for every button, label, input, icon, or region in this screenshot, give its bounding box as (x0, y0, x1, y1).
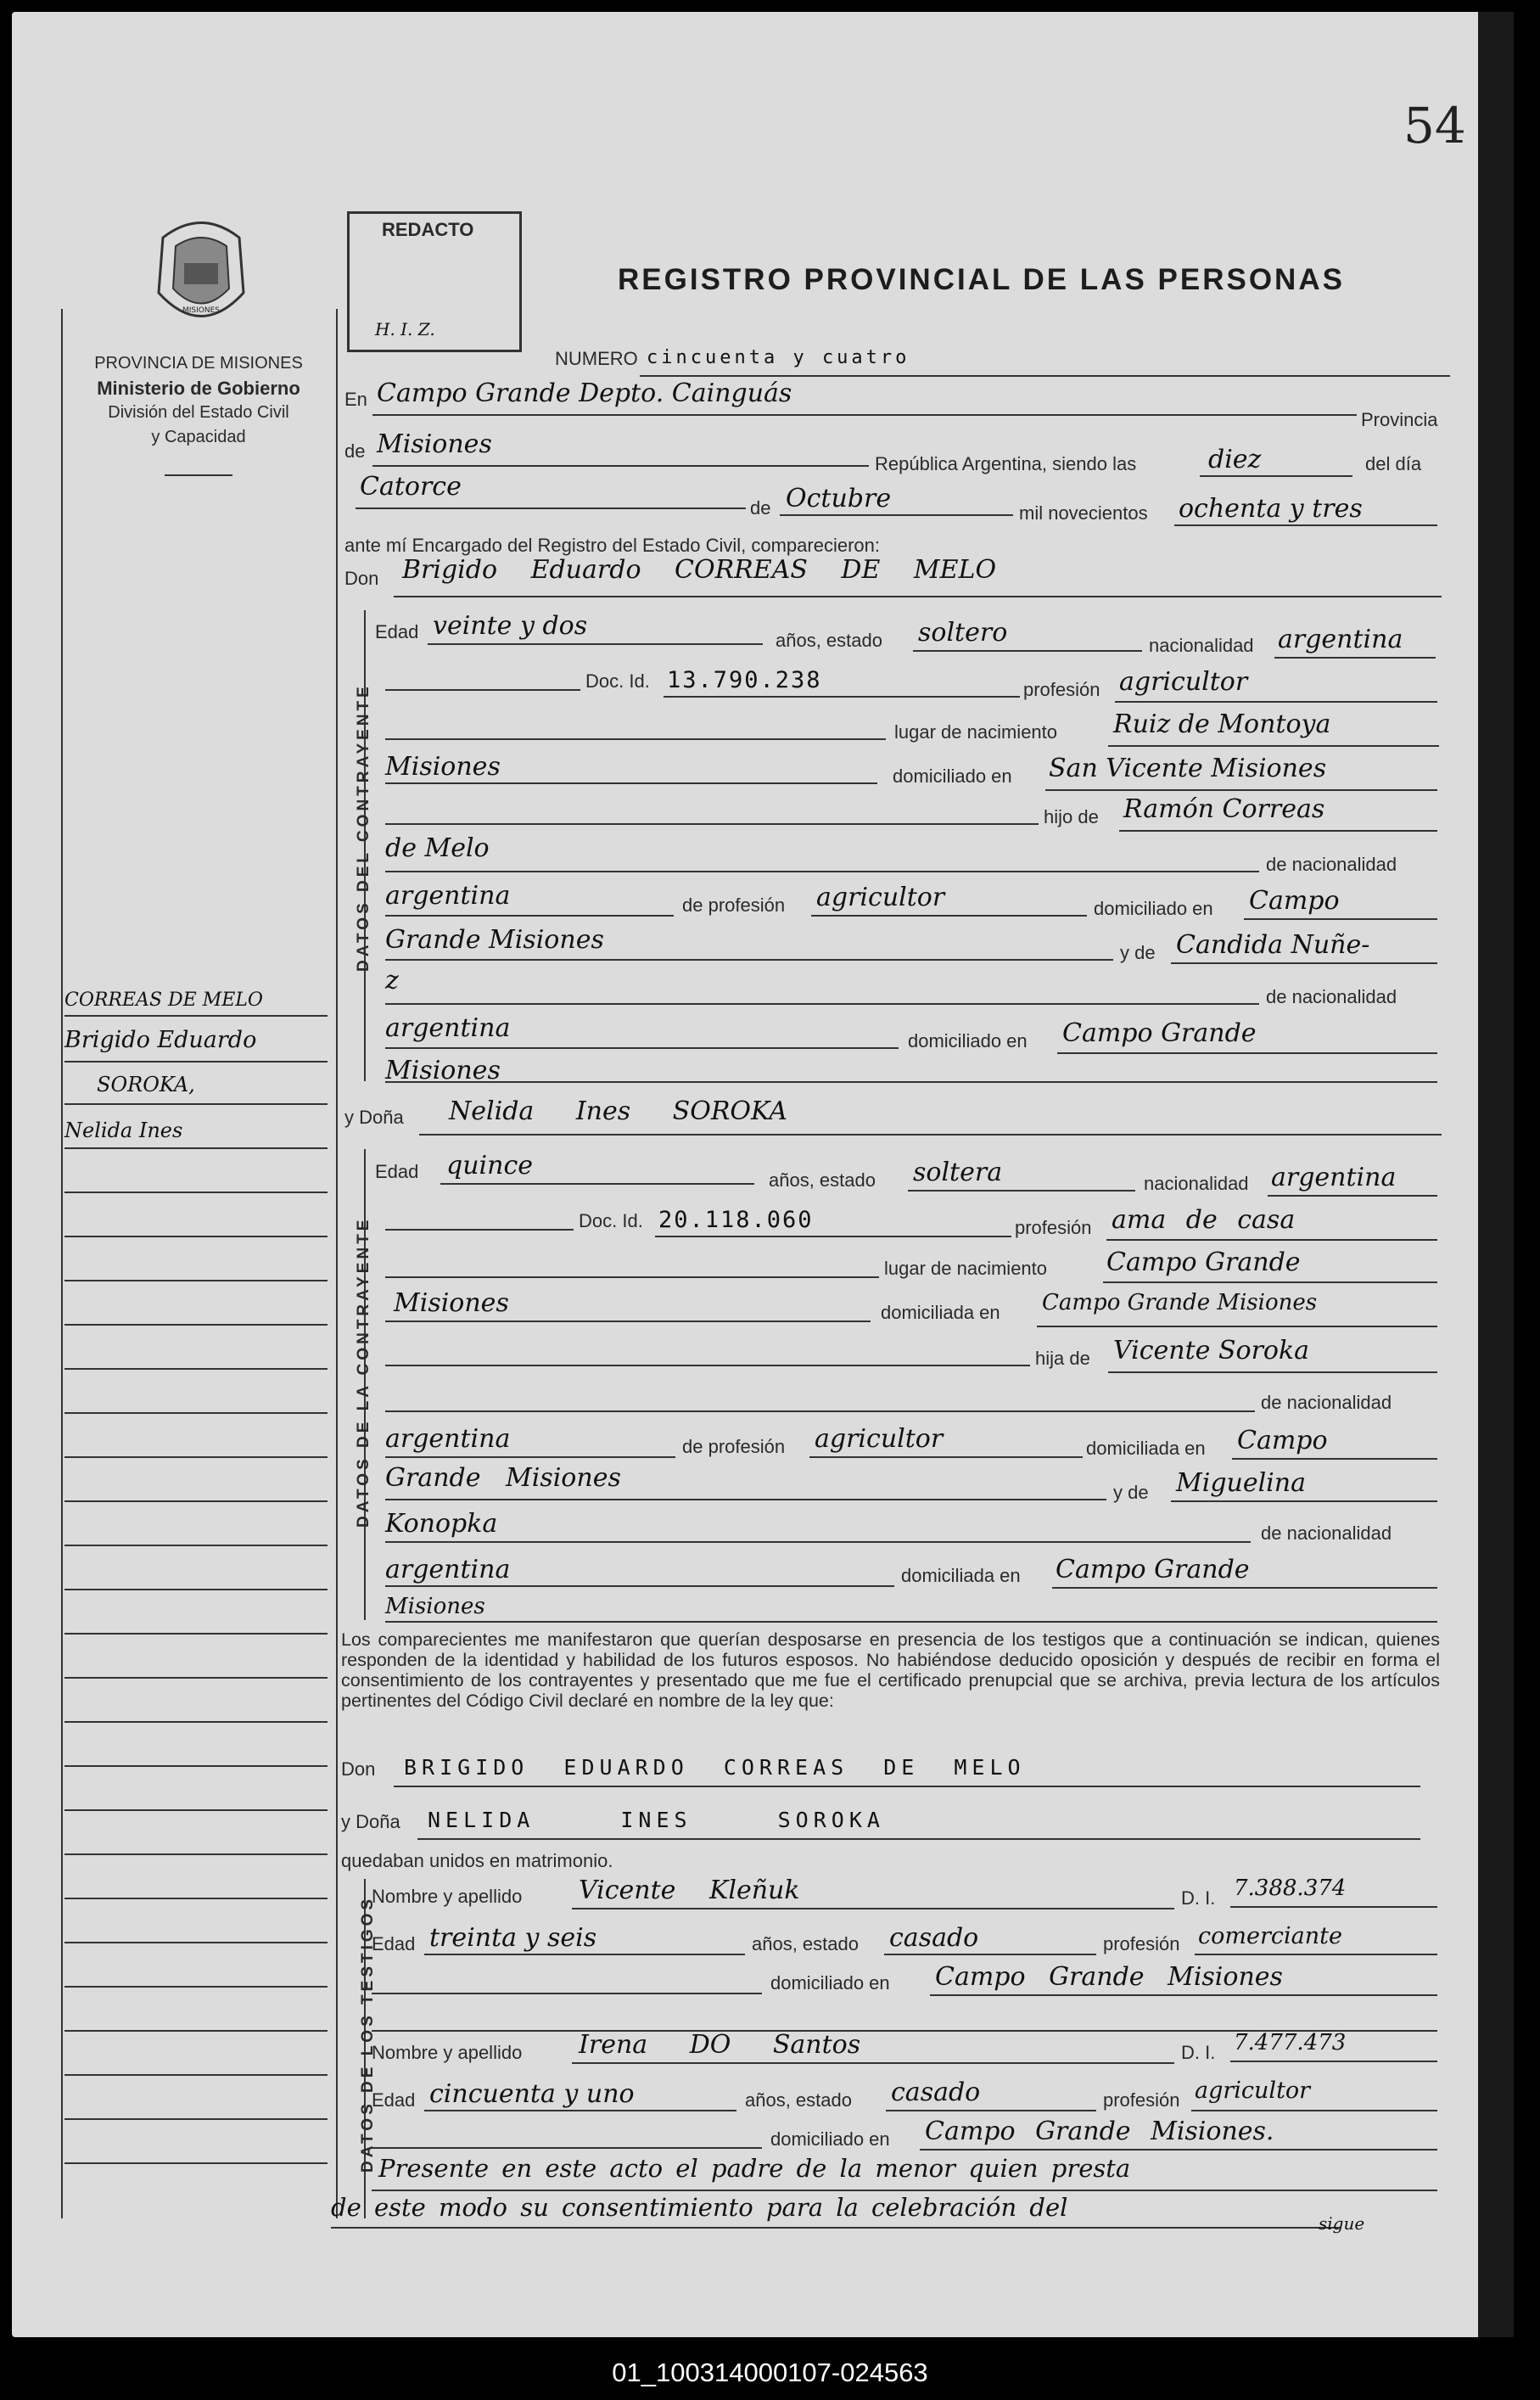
e-padre-prof-value: agricultor (815, 1424, 944, 1454)
margin-separator-line (336, 309, 338, 2218)
c-padre-value-2: de Melo (385, 833, 490, 863)
margin-ruled-line (64, 1633, 328, 1635)
margin-name-4: Nelida Ines (64, 1119, 183, 1142)
margin-ruled-line (64, 1236, 328, 1237)
page-number: 54 (1403, 97, 1466, 154)
e-profesion-value: ama de casa (1112, 1205, 1296, 1235)
ministry-line4: y Capacidad (151, 428, 246, 446)
c-profesion-label: profesión (1023, 679, 1100, 700)
e-domicilio-label: domiciliada en (881, 1302, 1000, 1323)
province-seal-icon (146, 212, 256, 339)
seal-text: MISIONES (182, 306, 221, 315)
redacto-label: REDACTO (382, 219, 474, 240)
t2-domicilio-label: domiciliado en (770, 2128, 890, 2150)
e-padre-nac-value: argentina (385, 1424, 511, 1454)
c-de-nac-label: de nacionalidad (1266, 854, 1397, 875)
contrayenta-nombre: Nelida Ines SOROKA (449, 1096, 787, 1126)
c-padre-prof-value: agricultor (816, 883, 945, 912)
e-nacionalidad-value: argentina (1271, 1163, 1397, 1192)
t2-domicilio-value: Campo Grande Misiones. (925, 2117, 1274, 2146)
c-y-de-label: y de (1120, 942, 1156, 963)
mes-value: Octubre (786, 484, 892, 513)
margin-ruled-line (64, 1500, 328, 1502)
e-de-nac-label: de nacionalidad (1261, 1392, 1392, 1413)
dia-value: Catorce (360, 472, 462, 502)
t1-profesion-value: comerciante (1198, 1923, 1342, 1949)
e-madre-nac-value: argentina (385, 1555, 511, 1584)
redacto-initials: H. I. Z. (375, 319, 435, 339)
c-lugar-nac-value: Ruiz de Montoya (1113, 709, 1331, 739)
t1-nombre-label: Nombre y apellido (372, 1886, 523, 1907)
margin-ruled-line (64, 1721, 328, 1723)
e-edad-label: Edad (375, 1161, 419, 1182)
quedaban-text: quedaban unidos en matrimonio. (341, 1850, 613, 1871)
t2-di-value: 7.477.473 (1234, 2030, 1347, 2055)
t2-profesion-label: profesión (1103, 2089, 1180, 2111)
margin-name-2: Brigido Eduardo (64, 1027, 257, 1053)
margin-name-3: SOROKA, (97, 1073, 195, 1096)
c-profesion-value: agricultor (1119, 667, 1248, 697)
c-de-prof-label: de profesión (682, 894, 786, 916)
c-madre-value: Candida Nuñe- (1176, 930, 1370, 960)
e-padre-dom-value: Campo (1237, 1426, 1328, 1455)
e-madre-dom-value-2: Misiones (385, 1594, 485, 1619)
t1-di-label: D. I. (1181, 1887, 1216, 1909)
c-lugar-nac-value-2: Misiones (385, 752, 501, 782)
e-edad-value: quince (446, 1151, 533, 1180)
e-madre-dom-label: domiciliada en (901, 1565, 1021, 1586)
c-nacionalidad-label: nacionalidad (1149, 635, 1254, 656)
margin-ruled-line (64, 1809, 328, 1811)
e-lugar-nac-value-2: Misiones (394, 1288, 509, 1318)
margin-ruled-line (64, 1192, 328, 1193)
e-doc-label: Doc. Id. (579, 1210, 643, 1231)
book-spine (1478, 12, 1514, 2337)
c-hijo-label: hijo de (1044, 806, 1099, 827)
margin-ruled-line (64, 1368, 328, 1370)
left-margin-line (61, 309, 63, 2218)
margin-ruled-line (64, 1986, 328, 1988)
margin-ruled-line (64, 2162, 328, 2164)
sigue-text: sigue (1319, 2213, 1365, 2234)
hora-value: diez (1208, 445, 1262, 474)
file-reference: 01_100314000107-024563 (612, 2358, 928, 2387)
margin-ruled-line (64, 1677, 328, 1679)
e-padre-value: Vicente Soroka (1113, 1336, 1310, 1365)
lugar-value: Campo Grande Depto. Cainguás (377, 379, 792, 408)
ministry-line1: PROVINCIA DE MISIONES (94, 354, 303, 373)
provincia-label: Provincia (1361, 409, 1438, 430)
margin-ruled-line (64, 1765, 328, 1767)
testigos-section-label: DATOS DE LOS TESTIGOS (359, 1895, 377, 2173)
t2-estado-value: casado (891, 2078, 981, 2107)
t1-edad-label: Edad (372, 1933, 416, 1954)
t1-domicilio-value: Campo Grande Misiones (935, 1962, 1283, 1992)
t2-nombre-value: Irena DO Santos (579, 2030, 861, 2060)
anio-value: ochenta y tres (1179, 494, 1363, 524)
t2-nombre-label: Nombre y apellido (372, 2042, 523, 2063)
union-dona-label: y Doña (341, 1811, 400, 1832)
e-estado-value: soltera (913, 1158, 1003, 1187)
t2-profesion-value: agricultor (1195, 2078, 1311, 2104)
margin-ruled-line (64, 1898, 328, 1899)
ante-label: ante mí Encargado del Registro del Estado Civil, comparecieron: (344, 535, 880, 556)
c-madre-dom-value-2: Misiones (385, 1056, 501, 1085)
dona-label: y Doña (344, 1107, 404, 1128)
del-dia-label: del día (1365, 453, 1422, 474)
t1-domicilio-label: domiciliado en (770, 1972, 890, 1993)
republica-label: República Argentina, siendo las (875, 453, 1137, 474)
ministry-line3: División del Estado Civil (108, 403, 289, 422)
provincia-value: Misiones (377, 429, 492, 459)
note-line-2: de este modo su consentimiento para la celebración del (331, 2193, 1068, 2222)
numero-value: cincuenta y cuatro (647, 347, 910, 368)
register-title: REGISTRO PROVINCIAL DE LAS PERSONAS (618, 263, 1345, 296)
redacto-box (347, 211, 522, 352)
e-madre-dom-value: Campo Grande (1056, 1555, 1250, 1584)
en-label: En (344, 389, 367, 410)
union-don-label: Don (341, 1758, 376, 1780)
e-anios-label: años, estado (769, 1169, 876, 1191)
e-lugar-nac-value: Campo Grande (1106, 1248, 1301, 1277)
ministry-block (63, 351, 334, 450)
declaration-paragraph: Los comparecientes me manifestaron que querían desposarse en presencia de los testigos que a continuación se indican, quienes responden de la identidad y habilidad de los futuros esposos. No habiéndose deducido oposición y después de recibir en forma el consentimiento de los contrayentes y presentado que me fue el certificado prenupcial que se archiva, previa lectura de los artículos pertinentes del Código Civil declaré en nombre de la ley que: (341, 1629, 1440, 1711)
margin-ruled-line (64, 1589, 328, 1590)
c-domicilio-label: domiciliado en (893, 765, 1012, 787)
t2-edad-value: cincuenta y uno (429, 2079, 635, 2109)
de-mes-label: de (750, 497, 771, 519)
c-madre-dom-label: domiciliado en (908, 1030, 1028, 1051)
union-esposo: BRIGIDO EDUARDO CORREAS DE MELO (404, 1755, 1026, 1780)
e-madre-value: Miguelina (1176, 1468, 1306, 1498)
c-estado-value: soltero (918, 618, 1008, 648)
margin-ruled-line (64, 2030, 328, 2032)
margin-name-1: CORREAS DE MELO (64, 990, 263, 1011)
e-madre-value-2: Konopka (385, 1509, 498, 1539)
e-padre-dom-label: domiciliada en (1086, 1438, 1206, 1459)
e-doc-value: 20.118.060 (658, 1207, 814, 1233)
c-madre-dom-value: Campo Grande (1062, 1018, 1257, 1048)
margin-ruled-line (64, 1147, 328, 1149)
margin-ruled-line (64, 1280, 328, 1281)
c-padre-nac-value: argentina (385, 881, 511, 911)
mil-label: mil novecientos (1019, 502, 1148, 524)
e-de-nac-label-2: de nacionalidad (1261, 1522, 1392, 1544)
c-lugar-nac-label: lugar de nacimiento (894, 721, 1058, 743)
contrayenta-section-label: DATOS DE LA CONTRAYENTE (355, 1216, 372, 1528)
t1-anios-label: años, estado (752, 1933, 859, 1954)
c-nacionalidad-value: argentina (1278, 625, 1403, 654)
c-edad-label: Edad (375, 621, 419, 642)
margin-ruled-line (64, 1942, 328, 1943)
ministry-line2: Ministerio de Gobierno (97, 378, 300, 399)
e-de-prof-label: de profesión (682, 1436, 786, 1457)
divider (165, 474, 232, 476)
note-line-1: Presente en este acto el padre de la menor quien presta (378, 2154, 1131, 2183)
e-padre-dom-value-2: Grande Misiones (385, 1463, 621, 1493)
contrayente-section-label: DATOS DEL CONTRAYENTE (355, 683, 372, 972)
t2-edad-label: Edad (372, 2089, 416, 2111)
c-padre-dom-value-2: Grande Misiones (385, 925, 604, 955)
margin-ruled-line (64, 1456, 328, 1458)
de-label: de (344, 440, 366, 462)
margin-ruled-line (64, 1853, 328, 1855)
c-domicilio-value: San Vicente Misiones (1049, 754, 1327, 783)
union-esposa: NELIDA INES SOROKA (428, 1808, 885, 1832)
t1-estado-value: casado (889, 1923, 979, 1953)
margin-ruled-line (64, 1324, 328, 1326)
t1-di-value: 7.388.374 (1234, 1876, 1347, 1901)
e-domicilio-value: Campo Grande Misiones (1042, 1290, 1318, 1315)
c-padre-dom-label: domiciliado en (1094, 898, 1213, 919)
t2-di-label: D. I. (1181, 2042, 1216, 2063)
don-label: Don (344, 568, 379, 589)
e-profesion-label: profesión (1015, 1217, 1092, 1238)
c-padre-value: Ramón Correas (1123, 794, 1325, 824)
c-madre-value-2: z (385, 966, 399, 995)
c-padre-dom-value: Campo (1249, 886, 1340, 916)
margin-ruled-line (64, 1412, 328, 1414)
e-nacionalidad-label: nacionalidad (1144, 1173, 1249, 1194)
c-anios-label: años, estado (776, 630, 882, 651)
c-madre-nac-value: argentina (385, 1013, 511, 1043)
margin-ruled-line (64, 2118, 328, 2120)
margin-ruled-line (64, 1545, 328, 1546)
c-edad-value: veinte y dos (433, 611, 588, 641)
e-lugar-nac-label: lugar de nacimiento (884, 1258, 1048, 1279)
c-doc-label: Doc. Id. (585, 670, 650, 692)
margin-ruled-line (64, 2074, 328, 2076)
register-page (12, 12, 1514, 2337)
t1-profesion-label: profesión (1103, 1933, 1180, 1954)
c-de-nac-label-2: de nacionalidad (1266, 986, 1397, 1007)
t1-nombre-value: Vicente Kleñuk (579, 1876, 800, 1905)
c-doc-value: 13.790.238 (667, 667, 822, 693)
t2-anios-label: años, estado (745, 2089, 852, 2111)
t1-edad-value: treinta y seis (429, 1923, 597, 1953)
numero-label: NUMERO (555, 348, 638, 369)
contrayente-nombre: Brigido Eduardo CORREAS DE MELO (402, 555, 997, 585)
e-hija-label: hija de (1035, 1348, 1090, 1369)
e-y-de-label: y de (1113, 1482, 1149, 1503)
